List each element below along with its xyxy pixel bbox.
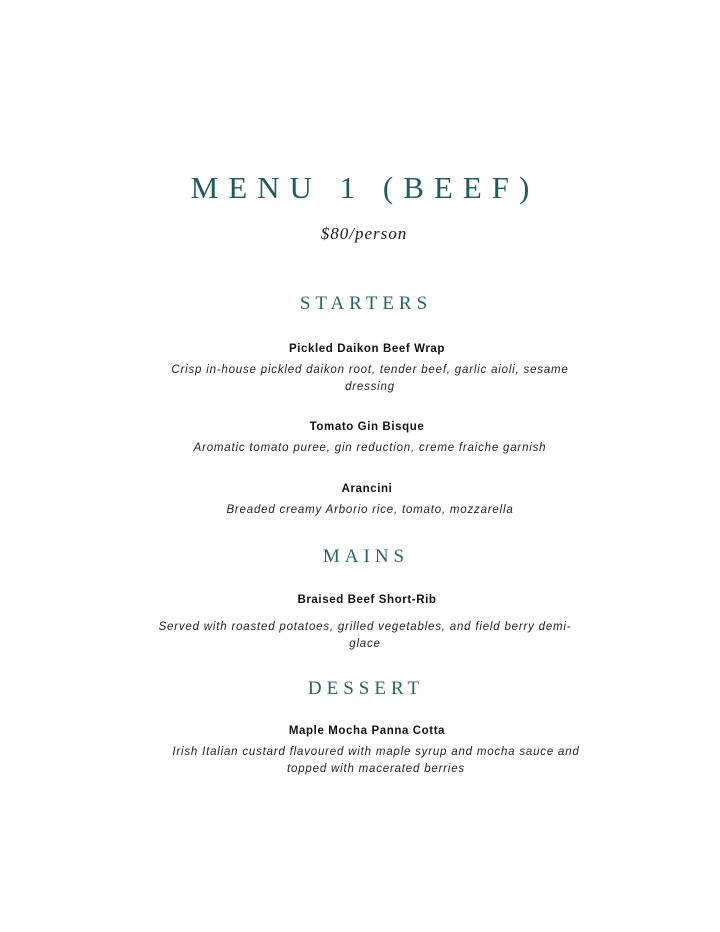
item-name-pickled-daikon-beef-wrap: Pickled Daikon Beef Wrap [288,343,446,355]
item-desc-line: Served with roasted potatoes, grilled vegetables, and field berry demi- [158,621,572,633]
menu-title: MENU 1 (BEEF) [190,170,540,205]
item-desc-pickled-daikon-beef-wrap [160,362,580,396]
item-name-tomato-gin-bisque: Tomato Gin Bisque [309,421,425,433]
item-desc-line: dressing [345,381,395,393]
item-name-maple-mocha-panna-cotta: Maple Mocha Panna Cotta [288,725,446,737]
section-heading-mains: MAINS [322,546,410,567]
item-desc-maple-mocha-panna-cotta [160,744,592,778]
item-name-braised-beef-short-rib: Braised Beef Short-Rib [297,594,437,606]
item-desc-line: topped with macerated berries [287,763,465,775]
item-desc-braised-beef-short-rib [150,619,580,653]
item-desc-tomato-gin-bisque [160,440,580,457]
item-desc-line: Crisp in-house pickled daikon root, tender beef, garlic aioli, sesame [171,364,569,376]
item-name-arancini: Arancini [341,483,393,495]
item-desc-line: Irish Italian custard flavoured with maple syrup and mocha sauce and [172,746,580,758]
item-desc-arancini [160,502,580,519]
item-desc-line: Breaded creamy Arborio rice, tomato, mozzarella [226,504,514,516]
item-desc-line: glace [349,638,381,650]
section-heading-starters: STARTERS [299,293,433,314]
section-heading-dessert: DESSERT [307,678,425,699]
menu-price: $80/person [320,224,408,243]
item-desc-line: Aromatic tomato puree, gin reduction, creme fraiche garnish [193,442,547,454]
